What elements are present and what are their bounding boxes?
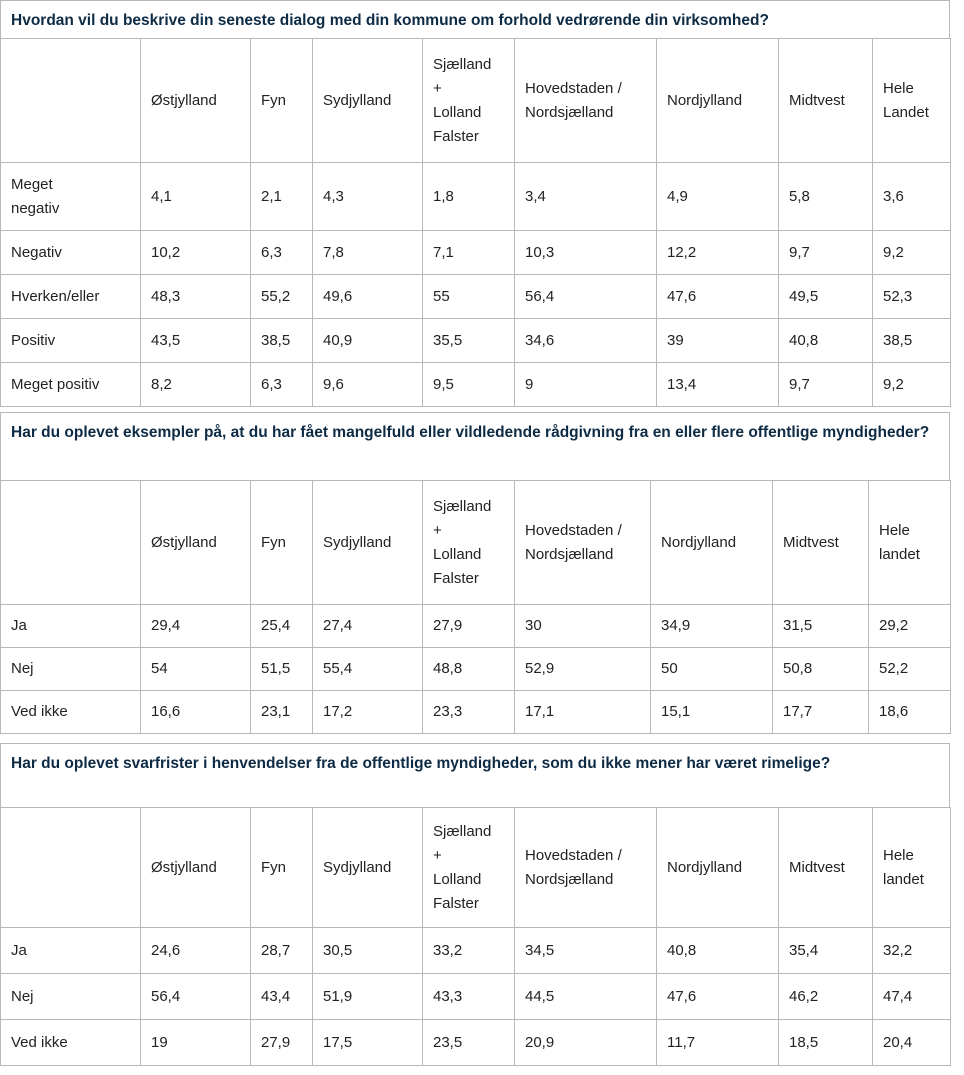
table-cell: 55,4 (313, 648, 423, 691)
table-cell: 7,8 (313, 231, 423, 275)
table-cell: 23,5 (423, 1020, 515, 1066)
table-cell: 12,2 (657, 231, 779, 275)
column-header-text: Sjælland + Lolland Falster (433, 55, 492, 145)
table-cell: 27,9 (251, 1020, 313, 1066)
table-cell: 3,4 (515, 163, 657, 231)
table-row (1, 605, 951, 648)
table-cell: 20,4 (873, 1020, 951, 1066)
table-cell: 54 (141, 648, 251, 691)
header-row (1, 481, 951, 605)
table-cell: 52,2 (869, 648, 951, 691)
table-cell: 35,4 (779, 928, 873, 974)
table-cell: 56,4 (141, 974, 251, 1020)
table-cell: 11,7 (657, 1020, 779, 1066)
column-header-text: Hovedstaden / Nordsjælland (525, 79, 622, 121)
column-header: Midtvest (773, 481, 869, 605)
table-cell: 48,8 (423, 648, 515, 691)
table-cell: 4,1 (141, 163, 251, 231)
results-table (0, 807, 951, 1066)
question-title: Har du oplevet eksempler på, at du har fået mangelfuld eller vildledende rådgivning fra en eller flere offentlige myndigheder? (0, 412, 950, 480)
table-cell: 38,5 (873, 319, 951, 363)
column-header: Nordjylland (651, 481, 773, 605)
table-cell: 9,7 (779, 363, 873, 407)
corner-cell (1, 39, 141, 163)
row-label: Ja (1, 928, 141, 974)
column-header-text: Hele Landet (883, 79, 929, 121)
table-cell: 49,6 (313, 275, 423, 319)
row-label: Meget positiv (1, 363, 141, 407)
column-header (423, 481, 515, 605)
row-label: Negativ (1, 231, 141, 275)
table-cell: 29,4 (141, 605, 251, 648)
header-row (1, 808, 951, 928)
table-cell: 34,5 (515, 928, 657, 974)
table-cell: 23,3 (423, 691, 515, 734)
table-row (1, 163, 951, 231)
column-header (515, 808, 657, 928)
table-cell: 35,5 (423, 319, 515, 363)
table-cell: 39 (657, 319, 779, 363)
column-header (515, 39, 657, 163)
question-title: Har du oplevet svarfrister i henvendelser fra de offentlige myndigheder, som du ikke mener har været rimelige? (0, 743, 950, 807)
column-header: Østjylland (141, 481, 251, 605)
column-header: Østjylland (141, 39, 251, 163)
table-cell: 17,5 (313, 1020, 423, 1066)
table-cell: 55 (423, 275, 515, 319)
table-cell: 32,2 (873, 928, 951, 974)
table-row (1, 363, 951, 407)
column-header: Nordjylland (657, 39, 779, 163)
table-cell: 30 (515, 605, 651, 648)
table-cell: 17,2 (313, 691, 423, 734)
column-header: Sydjylland (313, 481, 423, 605)
table-cell: 52,9 (515, 648, 651, 691)
table-cell: 18,5 (779, 1020, 873, 1066)
survey-section-dialog (0, 0, 951, 407)
column-header: Østjylland (141, 808, 251, 928)
table-cell: 55,2 (251, 275, 313, 319)
table-cell: 43,5 (141, 319, 251, 363)
table-cell: 50 (651, 648, 773, 691)
table-cell: 9,6 (313, 363, 423, 407)
table-cell: 52,3 (873, 275, 951, 319)
column-header: Fyn (251, 39, 313, 163)
table-cell: 56,4 (515, 275, 657, 319)
row-label: Positiv (1, 319, 141, 363)
table-cell: 16,6 (141, 691, 251, 734)
row-label: Nej (1, 648, 141, 691)
column-header (873, 39, 951, 163)
table-row (1, 231, 951, 275)
table-cell: 47,4 (873, 974, 951, 1020)
table-cell: 46,2 (779, 974, 873, 1020)
table-cell: 18,6 (869, 691, 951, 734)
column-header: Nordjylland (657, 808, 779, 928)
table-cell: 40,9 (313, 319, 423, 363)
corner-cell (1, 808, 141, 928)
table-row (1, 1020, 951, 1066)
table-cell: 29,2 (869, 605, 951, 648)
column-header-text: Hovedstaden / Nordsjælland (525, 521, 622, 563)
table-cell: 2,1 (251, 163, 313, 231)
table-cell: 27,4 (313, 605, 423, 648)
table-cell: 4,9 (657, 163, 779, 231)
table-cell: 9,7 (779, 231, 873, 275)
table-cell: 3,6 (873, 163, 951, 231)
survey-section-advice (0, 412, 951, 734)
table-cell: 51,9 (313, 974, 423, 1020)
table-cell: 49,5 (779, 275, 873, 319)
table-cell: 4,3 (313, 163, 423, 231)
table-cell: 50,8 (773, 648, 869, 691)
row-label: Ved ikke (1, 691, 141, 734)
row-label: Ved ikke (1, 1020, 141, 1066)
table-cell: 43,4 (251, 974, 313, 1020)
table-cell: 40,8 (657, 928, 779, 974)
table-cell: 6,3 (251, 363, 313, 407)
table-row (1, 691, 951, 734)
table-row (1, 319, 951, 363)
table-cell: 30,5 (313, 928, 423, 974)
table-cell: 38,5 (251, 319, 313, 363)
table-cell: 9 (515, 363, 657, 407)
table-cell: 17,7 (773, 691, 869, 734)
question-title: Hvordan vil du beskrive din seneste dialog med din kommune om forhold vedrørende din virksomhed? (0, 0, 950, 38)
table-row (1, 974, 951, 1020)
table-row (1, 275, 951, 319)
column-header: Sydjylland (313, 808, 423, 928)
survey-section-deadlines (0, 743, 951, 1066)
table-cell: 44,5 (515, 974, 657, 1020)
row-label: Hverken/eller (1, 275, 141, 319)
table-cell: 48,3 (141, 275, 251, 319)
table-cell: 10,3 (515, 231, 657, 275)
table-cell: 1,8 (423, 163, 515, 231)
column-header: Midtvest (779, 39, 873, 163)
table-row (1, 648, 951, 691)
table-row (1, 928, 951, 974)
table-cell: 10,2 (141, 231, 251, 275)
column-header (873, 808, 951, 928)
table-cell: 24,6 (141, 928, 251, 974)
table-cell: 19 (141, 1020, 251, 1066)
column-header-text: Sjælland + Lolland Falster (433, 822, 492, 912)
table-cell: 6,3 (251, 231, 313, 275)
results-table (0, 38, 951, 407)
table-cell: 13,4 (657, 363, 779, 407)
table-cell: 9,2 (873, 363, 951, 407)
column-header: Fyn (251, 481, 313, 605)
table-cell: 8,2 (141, 363, 251, 407)
table-cell: 34,6 (515, 319, 657, 363)
column-header-text: Hovedstaden / Nordsjælland (525, 846, 622, 888)
table-cell: 34,9 (651, 605, 773, 648)
table-cell: 9,5 (423, 363, 515, 407)
table-cell: 47,6 (657, 275, 779, 319)
table-cell: 9,2 (873, 231, 951, 275)
table-cell: 28,7 (251, 928, 313, 974)
column-header-text: Sjælland + Lolland Falster (433, 497, 492, 587)
table-cell: 25,4 (251, 605, 313, 648)
column-header-text: Hele landet (879, 521, 920, 563)
column-header (515, 481, 651, 605)
column-header: Fyn (251, 808, 313, 928)
table-cell: 23,1 (251, 691, 313, 734)
column-header-text: Hele landet (883, 846, 924, 888)
table-cell: 43,3 (423, 974, 515, 1020)
column-header (869, 481, 951, 605)
column-header (423, 39, 515, 163)
table-cell: 40,8 (779, 319, 873, 363)
table-cell: 17,1 (515, 691, 651, 734)
row-label: Ja (1, 605, 141, 648)
results-table (0, 480, 951, 734)
table-cell: 33,2 (423, 928, 515, 974)
table-cell: 20,9 (515, 1020, 657, 1066)
header-row (1, 39, 951, 163)
table-cell: 47,6 (657, 974, 779, 1020)
table-cell: 15,1 (651, 691, 773, 734)
corner-cell (1, 481, 141, 605)
table-cell: 5,8 (779, 163, 873, 231)
table-cell: 51,5 (251, 648, 313, 691)
table-cell: 7,1 (423, 231, 515, 275)
row-label: Meget negativ (1, 163, 141, 231)
column-header: Midtvest (779, 808, 873, 928)
table-cell: 27,9 (423, 605, 515, 648)
column-header: Sydjylland (313, 39, 423, 163)
table-cell: 31,5 (773, 605, 869, 648)
row-label: Nej (1, 974, 141, 1020)
column-header (423, 808, 515, 928)
